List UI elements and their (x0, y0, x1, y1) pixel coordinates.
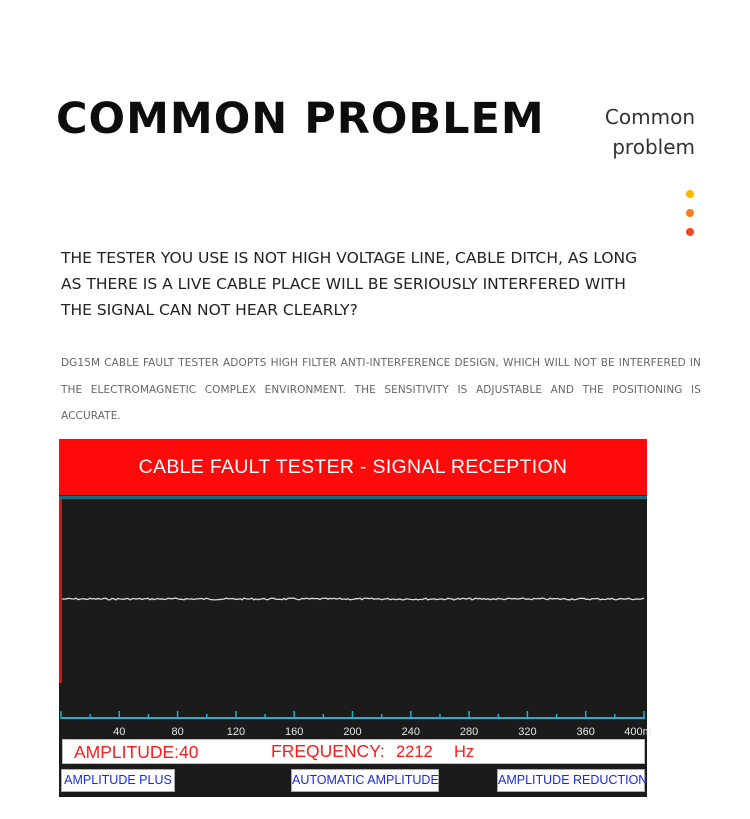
amplitude-readout: AMPLITUDE:40 (74, 742, 199, 762)
frequency-value: 2212 (396, 743, 433, 761)
side-title-line1: Common (604, 105, 695, 129)
dot-yellow (686, 190, 694, 198)
amplitude-plus-button[interactable]: AMPLITUDE PLUS (61, 769, 175, 792)
device-screen (59, 439, 652, 797)
axis-tick-label: 280 (459, 726, 479, 738)
signal-trace (62, 598, 644, 600)
side-title (605, 102, 695, 162)
axis-tick-label: 160 (285, 726, 304, 738)
axis-ticks (61, 711, 652, 738)
decorative-dots (686, 190, 696, 247)
axis-tick-label: 360 (576, 726, 595, 738)
dot-red (686, 228, 694, 236)
position-marker (59, 499, 62, 683)
solution-description: DG15M CABLE FAULT TESTER ADOPTS HIGH FILTER ANTI-INTERFERENCE DESIGN, WHICH WILL NOT BE INTERFERED IN THE ELECTROMAGNETIC COMPLEX ENVIRONMENT. THE SENSITIVITY IS ADJUSTABLE AND THE POSITIONING IS ACCURATE. (61, 357, 701, 422)
frequency-unit: Hz (454, 743, 475, 761)
device-title: CABLE FAULT TESTER - SIGNAL RECEPTION (59, 439, 647, 495)
frequency-label: FREQUENCY: (271, 741, 385, 761)
dot-orange (686, 209, 694, 217)
automatic-amplitude-button[interactable]: AUTOMATIC AMPLITUDE (291, 769, 439, 792)
problem-headline: THE TESTER YOU USE IS NOT HIGH VOLTAGE LINE, CABLE DITCH, AS LONG AS THERE IS A LIVE CABLE PLACE WILL BE SERIOUSLY INTERFERED WITH THE SIGNAL CAN NOT HEAR CLEARLY? (61, 249, 638, 319)
axis-tick-label: 120 (226, 726, 246, 738)
amplitude-reduction-button[interactable]: AMPLITUDE REDUCTION (497, 769, 645, 792)
axis-tick-label: 40 (113, 726, 126, 738)
side-title-line2: problem (612, 135, 695, 159)
readout-bar (62, 739, 645, 764)
axis-tick-label: 240 (401, 726, 420, 738)
axis-tick-label: 400m (624, 726, 652, 738)
signal-waveform (59, 499, 652, 759)
axis-tick-label: 80 (171, 726, 184, 738)
axis-tick-label: 320 (518, 726, 537, 738)
axis-tick-label: 200 (343, 726, 362, 738)
page-title: COMMON PROBLEM (56, 94, 545, 144)
